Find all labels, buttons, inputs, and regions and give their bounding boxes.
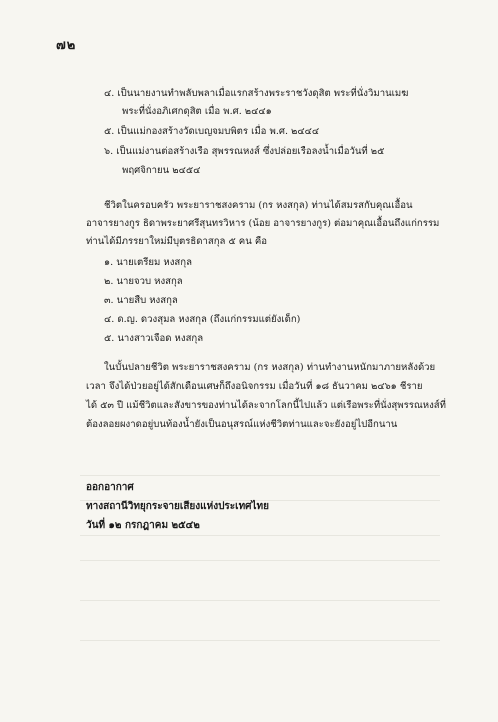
child-list-item: ๔. ด.ญ. ดวงสุมล หงสกุล (ถึงแก่กรรมแต่ยังเด็ก) — [104, 314, 301, 325]
show-through-line — [80, 475, 440, 476]
list-item-continuation: พฤศจิกายน ๒๔๕๔ — [122, 165, 201, 176]
child-list-item: ๓. นายสืบ หงสกุล — [104, 295, 178, 306]
broadcast-date: วันที่ ๑๒ กรกฎาคม ๒๕๔๒ — [86, 520, 200, 531]
list-item: ๖. เป็นแม่งานต่อสร้างเรือ สุพรรณหงส์ ซึ่งปล่อยเรือลงน้ำเมื่อวันที่ ๒๕ — [104, 146, 385, 157]
child-list-item: ๕. นางสาวเจือด หงสกุล — [104, 333, 204, 344]
paragraph-line: ได้ ๕๓ ปี แม้ชีวิตและสังขารของท่านได้ละจากโลกนี้ไปแล้ว แต่เรือพระที่นั่งสุพรรณหงส์ที่ — [86, 400, 446, 411]
list-item: ๕. เป็นแม่กองสร้างวัดเบญจมบพิตร เมื่อ พ.ศ. ๒๔๔๔ — [104, 126, 320, 137]
list-item-continuation: พระที่นั่งอภิเศกดุสิต เมื่อ พ.ศ. ๒๔๔๑ — [122, 106, 272, 117]
paragraph-line: อาจารยางกูร ธิดาพระยาศรีสุนทรวิหาร (น้อย อาจารยางกูร) ต่อมาคุณเอื้อนถึงแก่กรรม — [86, 218, 440, 229]
page-number: ๗๒ — [56, 38, 77, 53]
list-item: ๔. เป็นนายงานทำพลับพลาเมื่อแรกสร้างพระราชวังดุสิต พระที่นั่งวิมานเมฆ — [104, 88, 409, 99]
child-list-item: ๒. นายจวบ หงสกุล — [104, 276, 183, 287]
broadcast-station: ทางสถานีวิทยุกระจายเสียงแห่งประเทศไทย — [86, 501, 270, 512]
child-list-item: ๑. นายเตรียม หงสกุล — [104, 257, 192, 268]
show-through-line — [80, 560, 440, 561]
show-through-line — [80, 535, 440, 536]
broadcast-label: ออกอากาศ — [86, 482, 134, 493]
paragraph-line: เวลา จึงได้ป่วยอยู่ได้สักเดือนเศษก็ถึงอนิจกรรม เมื่อวันที่ ๑๘ ธันวาคม ๒๔๖๑ ชีราย — [86, 381, 423, 392]
show-through-line — [80, 600, 440, 601]
paragraph-line: ต้องลอยผงาดอยู่บนท้องน้ำยังเป็นอนุสรณ์แห่งชีวิตท่านและจะยังอยู่ไปอีกนาน — [86, 419, 398, 430]
paragraph-line: ในบั้นปลายชีวิต พระยาราชสงคราม (กร หงสกุล) ท่านทำงานหนักมาภายหลังด้วย — [104, 362, 436, 373]
paragraph-line: ท่านได้มีภรรยาใหม่มีบุตรธิดาสกุล ๕ คน คือ — [86, 236, 267, 247]
paragraph-line: ชีวิตในครอบครัว พระยาราชสงคราม (กร หงสกุล) ท่านได้สมรสกับคุณเอื้อน — [104, 200, 413, 211]
show-through-line — [80, 640, 440, 641]
